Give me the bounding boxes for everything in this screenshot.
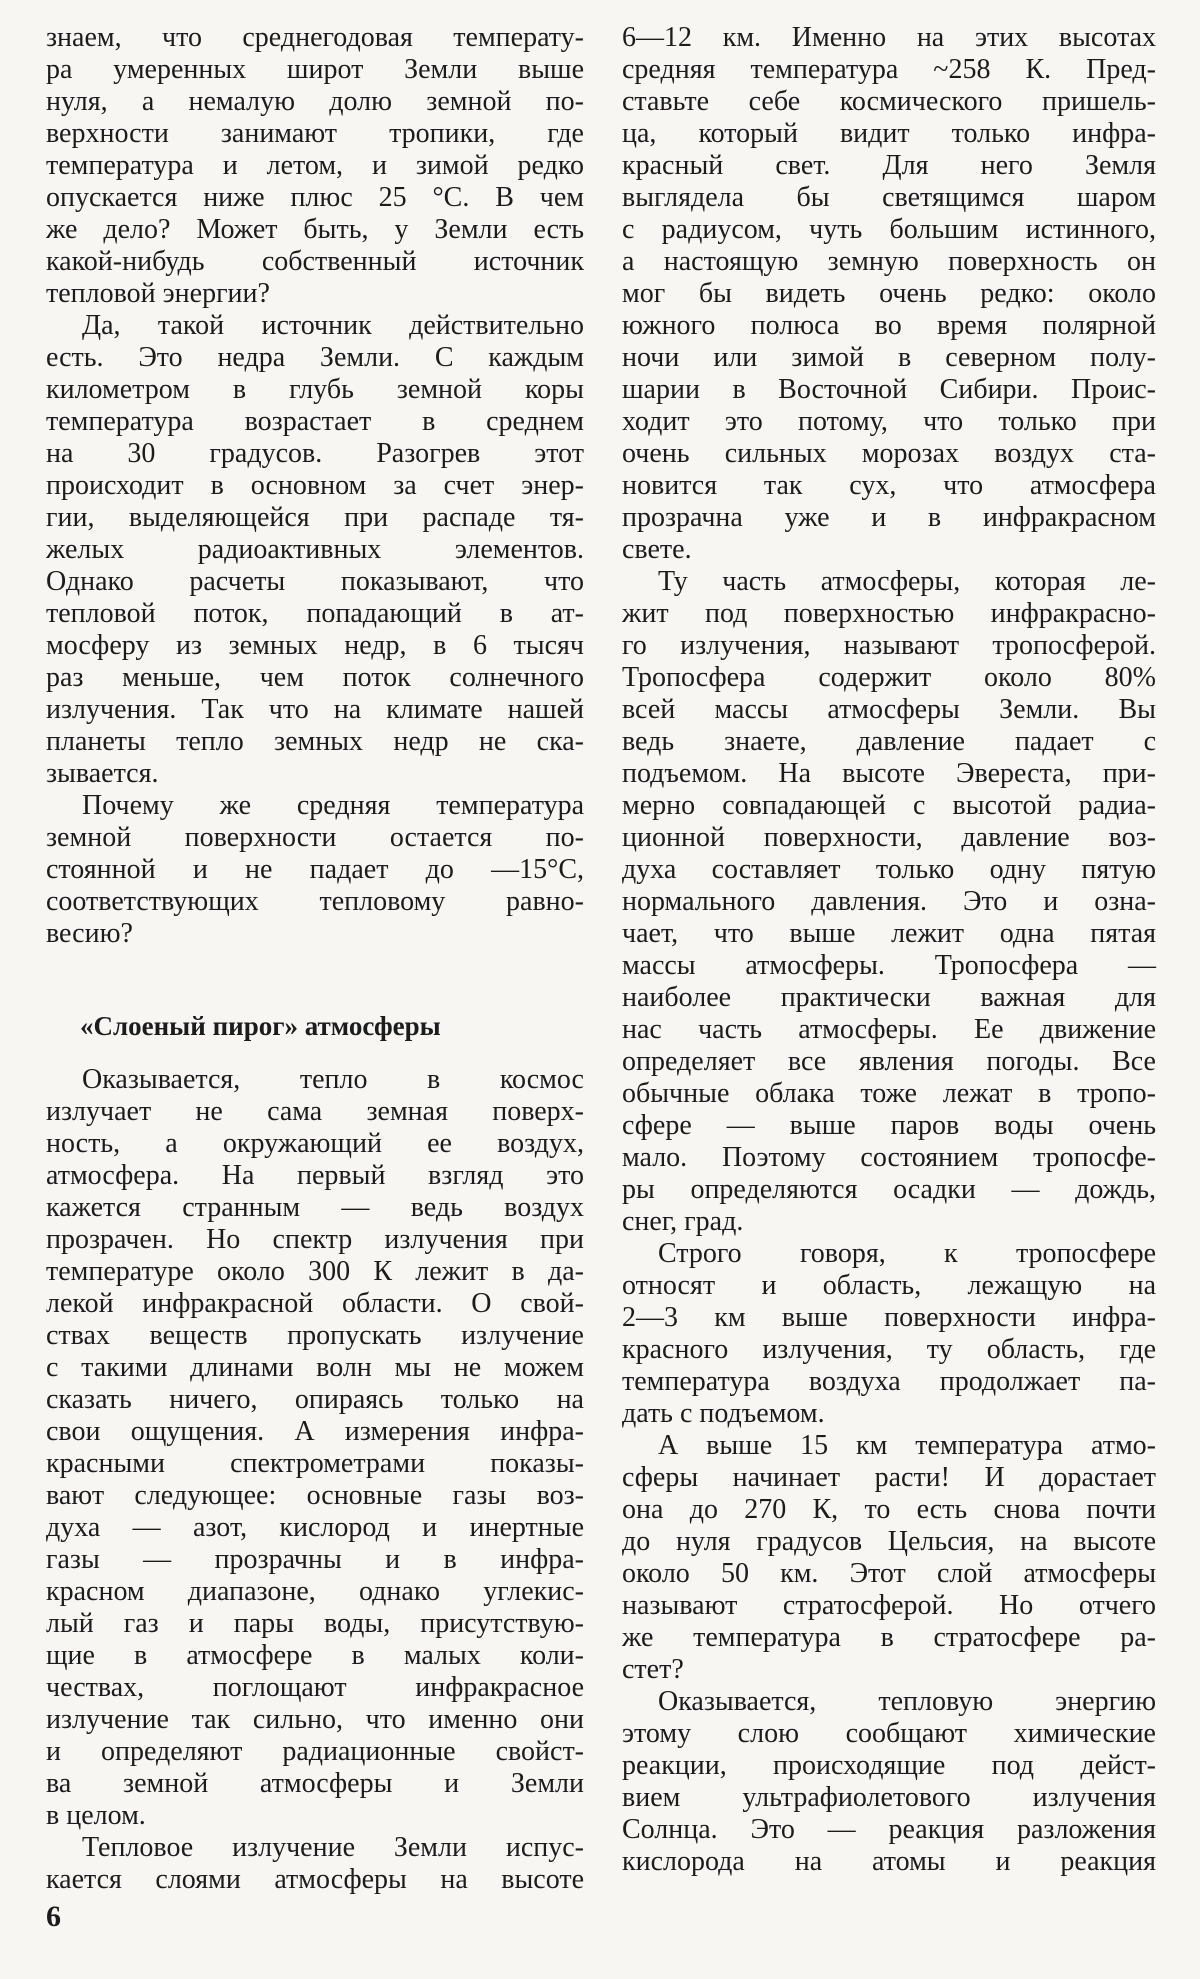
text-line: весию? — [46, 918, 133, 949]
text-line: реакции, происходящие под дейст- — [622, 1750, 1156, 1781]
text-line: свете. — [622, 534, 692, 565]
text-line: тепловой энергии? — [46, 278, 270, 309]
text-line: Оказывается, тепловую энергию — [658, 1686, 1156, 1717]
text-line: до нуля градусов Цельсия, на высоте — [622, 1526, 1156, 1557]
text-line: вием ультрафиолетового излучения — [622, 1782, 1156, 1813]
text-line: прозрачен. Но спектр излучения при — [46, 1224, 584, 1255]
text-line: мог бы видеть очень редко: около — [622, 278, 1156, 309]
text-line: и определяют радиационные свойст- — [46, 1736, 584, 1767]
text-line: южного полюса во время полярной — [622, 310, 1156, 341]
text-line: красный свет. Для него Земля — [622, 150, 1156, 181]
text-line: свои ощущения. А измерения инфра- — [46, 1416, 584, 1447]
text-line: Строго говоря, к тропосфере — [658, 1238, 1156, 1269]
text-line: она до 270 К, то есть снова почти — [622, 1494, 1156, 1525]
text-line: определяет все явления погоды. Все — [622, 1046, 1156, 1077]
text-line: новится так сух, что атмосфера — [622, 470, 1156, 501]
text-line: газы — прозрачны и в инфра- — [46, 1544, 584, 1575]
text-line: мосферу из земных недр, в 6 тысяч — [46, 630, 584, 661]
text-line: ведь знаете, давление падает с — [622, 726, 1156, 757]
text-line: есть. Это недра Земли. С каждым — [46, 342, 584, 373]
text-line: лекой инфракрасной области. О свой- — [46, 1288, 584, 1319]
text-line: 6—12 км. Именно на этих высотах — [622, 22, 1156, 53]
text-line: Солнца. Это — реакция разложения — [622, 1814, 1156, 1845]
text-line: красного излучения, ту область, где — [622, 1334, 1156, 1365]
text-line: ва земной атмосферы и Земли — [46, 1768, 584, 1799]
text-line: го излучения, называют тропосферой. — [622, 630, 1156, 661]
text-line: температуре около 300 К лежит в да- — [46, 1256, 584, 1287]
text-line: Почему же средняя температура — [82, 790, 584, 821]
text-line: ствах веществ пропускать излучение — [46, 1320, 584, 1351]
text-line: чает, что выше лежит одна пятая — [622, 918, 1156, 949]
text-line: планеты тепло земных недр не ска- — [46, 726, 584, 757]
text-line: мерно совпадающей с высотой радиа- — [622, 790, 1156, 821]
paragraph — [46, 310, 584, 790]
paragraph — [622, 1430, 1156, 1686]
text-line: излучение так сильно, что именно они — [46, 1704, 584, 1735]
text-line: около 50 км. Этот слой атмосферы — [622, 1558, 1156, 1589]
text-line: подъемом. На высоте Эвереста, при- — [622, 758, 1156, 789]
text-line: Да, такой источник действительно — [82, 310, 584, 341]
text-line: обычные облака тоже лежат в тропо- — [622, 1078, 1156, 1109]
text-line: стет? — [622, 1654, 684, 1685]
text-line: в целом. — [46, 1800, 146, 1831]
text-line: средняя температура ~258 К. Пред- — [622, 54, 1156, 85]
right-column — [622, 22, 1156, 1878]
text-line: ставьте себе космического пришель- — [622, 86, 1156, 117]
text-line: Оказывается, тепло в космос — [82, 1064, 584, 1095]
paragraph — [46, 1064, 584, 1832]
text-line: верхности занимают тропики, где — [46, 118, 584, 149]
text-line: снег, град. — [622, 1206, 744, 1237]
text-line: ходит это потому, что только при — [622, 406, 1156, 437]
text-line: духа составляет только одну пятую — [622, 854, 1156, 885]
text-line: этому слою сообщают химические — [622, 1718, 1156, 1749]
text-line: температура и летом, и зимой редко — [46, 150, 584, 181]
text-line: мало. Поэтому состоянием тропосфе- — [622, 1142, 1156, 1173]
text-line: Тропосфера содержит около 80% — [622, 662, 1156, 693]
text-line: называют стратосферой. Но отчего — [622, 1590, 1156, 1621]
text-line: очень сильных морозах воздух ста- — [622, 438, 1156, 469]
text-line: же дело? Может быть, у Земли есть — [46, 214, 584, 245]
paragraph — [622, 22, 1156, 566]
text-line: стоянной и не падает до —15°С, — [46, 854, 584, 885]
text-line: ца, который видит только инфра- — [622, 118, 1156, 149]
text-line: желых радиоактивных элементов. — [46, 534, 584, 565]
text-line: дать с подъемом. — [622, 1398, 825, 1429]
text-line: с радиусом, чуть большим истинного, — [622, 214, 1156, 245]
text-line: кается слоями атмосферы на высоте — [46, 1864, 584, 1895]
text-line: ность, а окружающий ее воздух, — [46, 1128, 584, 1159]
text-line: Ту часть атмосферы, которая ле- — [658, 566, 1156, 597]
text-line: ночи или зимой в северном полу- — [622, 342, 1156, 373]
text-line: сферы начинает расти! И дорастает — [622, 1462, 1156, 1493]
text-line: А выше 15 км температура атмо- — [658, 1430, 1156, 1461]
text-line: температура возрастает в среднем — [46, 406, 584, 437]
paragraph — [46, 1832, 584, 1896]
text-line: излучения. Так что на климате нашей — [46, 694, 584, 725]
text-line: атмосфера. На первый взгляд это — [46, 1160, 584, 1191]
text-line: гии, выделяющейся при распаде тя- — [46, 502, 584, 533]
text-line: жит под поверхностью инфракрасно- — [622, 598, 1156, 629]
text-line: чествах, поглощают инфракрасное — [46, 1672, 584, 1703]
text-line: соответствующих тепловому равно- — [46, 886, 584, 917]
text-line: происходит в основном за счет энер- — [46, 470, 584, 501]
text-line: километром в глубь земной коры — [46, 374, 584, 405]
text-line: щие в атмосфере в малых коли- — [46, 1640, 584, 1671]
text-line: на 30 градусов. Разогрев этот — [46, 438, 584, 469]
text-line: массы атмосферы. Тропосфера — — [622, 950, 1156, 981]
text-line: же температура в стратосфере ра- — [622, 1622, 1156, 1653]
text-line: тепловой поток, попадающий в ат- — [46, 598, 584, 629]
text-line: красными спектрометрами показы- — [46, 1448, 584, 1479]
paragraph — [46, 790, 584, 950]
text-line: зывается. — [46, 758, 159, 789]
left-column — [46, 22, 584, 1896]
text-line: красном диапазоне, однако углекис- — [46, 1576, 584, 1607]
text-line: прозрачна уже и в инфракрасном — [622, 502, 1156, 533]
text-line: излучает не сама земная поверх- — [46, 1096, 584, 1127]
text-line: духа — азот, кислород и инертные — [46, 1512, 584, 1543]
text-line: нуля, а немалую долю земной по- — [46, 86, 584, 117]
text-line: наиболее практически важная для — [622, 982, 1156, 1013]
text-line: ры определяются осадки — дождь, — [622, 1174, 1156, 1205]
text-line: относят и область, лежащую на — [622, 1270, 1156, 1301]
text-line: знаем, что среднегодовая температу- — [46, 22, 584, 53]
text-line: а настоящую земную поверхность он — [622, 246, 1156, 277]
text-line: кислорода на атомы и реакция — [622, 1846, 1156, 1877]
page-number: 6 — [46, 1900, 61, 1933]
text-line: Тепловое излучение Земли испус- — [82, 1832, 584, 1863]
paragraph — [622, 1238, 1156, 1430]
text-line: температура воздуха продолжает па- — [622, 1366, 1156, 1397]
section-heading: «Слоеный пирог» атмосферы — [80, 1011, 441, 1041]
text-line: раз меньше, чем поток солнечного — [46, 662, 584, 693]
text-line: какой-нибудь собственный источник — [46, 246, 584, 277]
text-line: земной поверхности остается по- — [46, 822, 584, 853]
text-line: шарии в Восточной Сибири. Проис- — [622, 374, 1156, 405]
text-line: ционной поверхности, давление воз- — [622, 822, 1156, 853]
paragraph — [622, 566, 1156, 1238]
text-line: нормального давления. Это и озна- — [622, 886, 1156, 917]
text-line: ра умеренных широт Земли выше — [46, 54, 584, 85]
text-line: сфере — выше паров воды очень — [622, 1110, 1156, 1141]
text-line: сказать ничего, опираясь только на — [46, 1384, 584, 1415]
text-line: кажется странным — ведь воздух — [46, 1192, 584, 1223]
paragraph — [46, 22, 584, 310]
paragraph — [622, 1686, 1156, 1878]
text-line: опускается ниже плюс 25 °С. В чем — [46, 182, 584, 213]
text-line: вают следующее: основные газы воз- — [46, 1480, 584, 1511]
text-line: выглядела бы светящимся шаром — [622, 182, 1156, 213]
text-line: 2—3 км выше поверхности инфра- — [622, 1302, 1156, 1333]
text-line: нас часть атмосферы. Ее движение — [622, 1014, 1156, 1045]
text-line: Однако расчеты показывают, что — [46, 566, 584, 597]
text-line: лый газ и пары воды, присутствую- — [46, 1608, 584, 1639]
text-line: всей массы атмосферы Земли. Вы — [622, 694, 1156, 725]
text-line: с такими длинами волн мы не можем — [46, 1352, 584, 1383]
